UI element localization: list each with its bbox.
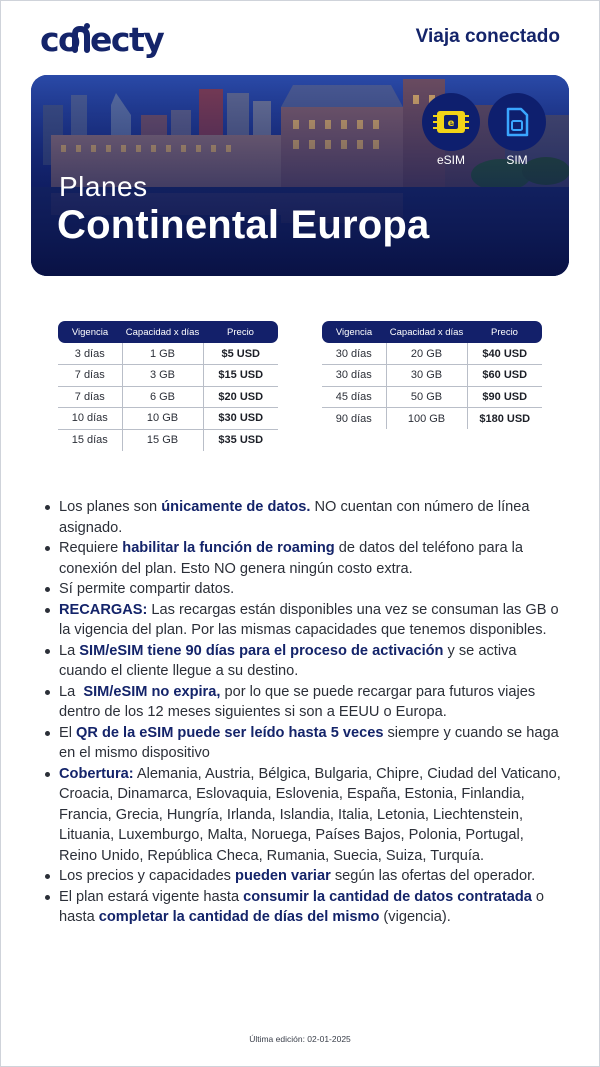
note-item: Requiere habilitar la función de roaming de datos del teléfono para la conexión del plan. Esto NO genera ningún costo extra. bbox=[41, 538, 563, 579]
note-item: La SIM/eSIM no expira, por lo que se puede recargar para futuros viajes dentro de los 12 meses siguientes si son a EEUU o Europa. bbox=[41, 682, 563, 723]
cell-capacidad: 100 GB bbox=[386, 408, 467, 430]
banner-title-big: Continental Europa bbox=[57, 203, 430, 247]
banner-title-small: Planes bbox=[59, 171, 148, 202]
svg-text:e: e bbox=[447, 118, 455, 129]
conecty-logo-icon bbox=[40, 20, 190, 60]
cell-vigencia: 30 días bbox=[322, 343, 386, 365]
cell-precio: $40 USD bbox=[467, 343, 542, 365]
note-item: Los precios y capacidades pueden variar según las ofertas del operador. bbox=[41, 866, 563, 887]
cell-capacidad: 6 GB bbox=[122, 386, 203, 408]
table-header-row bbox=[322, 321, 542, 343]
cell-vigencia: 90 días bbox=[335, 412, 372, 425]
table-header-row bbox=[58, 321, 278, 343]
cell-vigencia: 7 días bbox=[58, 386, 122, 408]
table-row bbox=[322, 343, 542, 365]
table-row bbox=[58, 386, 278, 408]
note-item: Los planes son únicamente de datos. NO cuentan con número de línea asignado. bbox=[41, 497, 563, 538]
cell-vigencia: 7 días bbox=[58, 365, 122, 387]
last-edited-footer: Última edición: 02-01-2025 bbox=[249, 1034, 351, 1044]
cell-precio: $5 USD bbox=[203, 343, 278, 365]
cell-precio: $30 USD bbox=[203, 408, 278, 430]
cell-capacidad: 50 GB bbox=[386, 386, 467, 408]
cell-precio: $35 USD bbox=[203, 429, 278, 451]
cell-capacidad: 3 GB bbox=[122, 365, 203, 387]
table-row bbox=[322, 365, 542, 387]
hero-banner bbox=[31, 75, 569, 276]
tagline: Viaja conectado bbox=[415, 26, 560, 47]
cell-capacidad: 20 GB bbox=[386, 343, 467, 365]
header-vigencia: Vigencia bbox=[322, 321, 386, 343]
sim-card-icon bbox=[497, 102, 537, 142]
note-item: RECARGAS: Las recargas están disponibles una vez se consuman las GB o la vigencia del plan. Por las mismas capacidades que tenemos disponibles. bbox=[41, 600, 563, 641]
note-item: El plan estará vigente hasta consumir la cantidad de datos contratada o hasta completar la cantidad de días del mismo (vigencia). bbox=[41, 887, 563, 928]
note-item: El QR de la eSIM puede ser leído hasta 5 veces siempre y cuando se haga en el mismo dispositivo bbox=[41, 723, 563, 764]
table-row bbox=[58, 343, 278, 365]
header-precio: Precio bbox=[467, 321, 542, 343]
plans-table-left bbox=[58, 321, 278, 451]
note-item: La SIM/eSIM tiene 90 días para el proceso de activación y se activa cuando el cliente llegue a su destino. bbox=[41, 641, 563, 682]
table-row bbox=[322, 386, 542, 408]
esim-badge bbox=[422, 93, 480, 151]
brand-logo bbox=[40, 18, 190, 62]
table-row bbox=[322, 408, 542, 430]
svg-text:co: co bbox=[40, 20, 80, 59]
cell-precio: $90 USD bbox=[467, 386, 542, 408]
esim-chip-icon bbox=[431, 102, 471, 142]
cell-precio: $15 USD bbox=[203, 365, 278, 387]
cell-vigencia: 3 días bbox=[58, 343, 122, 365]
note-item: Sí permite compartir datos. bbox=[41, 579, 563, 600]
cell-vigencia: 15 días bbox=[71, 434, 108, 446]
sim-label: SIM bbox=[506, 153, 528, 167]
cell-vigencia: 10 días bbox=[58, 408, 122, 430]
table-row bbox=[58, 365, 278, 387]
cell-precio: $60 USD bbox=[467, 365, 542, 387]
cell-vigencia: 45 días bbox=[322, 386, 386, 408]
header-vigencia: Vigencia bbox=[58, 321, 122, 343]
header-capacidad: Capacidad x días bbox=[386, 321, 467, 343]
header-precio: Precio bbox=[203, 321, 278, 343]
esim-label: eSIM bbox=[436, 153, 465, 167]
cell-capacidad: 15 GB bbox=[122, 429, 203, 451]
table-row bbox=[58, 429, 278, 451]
plan-notes-list bbox=[41, 497, 563, 928]
svg-text:ecty: ecty bbox=[90, 20, 164, 59]
header-capacidad: Capacidad x días bbox=[122, 321, 203, 343]
plans-table-right bbox=[322, 321, 542, 429]
note-item: Cobertura: Alemania, Austria, Bélgica, Bulgaria, Chipre, Ciudad del Vaticano, Croacia, Dinamarca, Eslovaquia, Eslovenia, España, Estonia, Finlandia, Francia, Grecia, Hungría, Irlanda, Islandia, Italia, Letonia, Liechtenstein, Lituania, Luxemburgo, Malta, Noruega, Países Bajos, Polonia, Portugal, Reino Unido, República Checa, Rumania, Suecia, Suiza, Turquía. bbox=[41, 764, 563, 867]
cell-capacidad: 10 GB bbox=[122, 408, 203, 430]
cell-capacidad: 30 GB bbox=[386, 365, 467, 387]
table-row bbox=[58, 408, 278, 430]
cell-capacidad: 1 GB bbox=[122, 343, 203, 365]
cell-precio: $20 USD bbox=[203, 386, 278, 408]
cell-vigencia: 30 días bbox=[322, 365, 386, 387]
cell-precio: $180 USD bbox=[467, 408, 542, 430]
sim-badge bbox=[488, 93, 546, 151]
